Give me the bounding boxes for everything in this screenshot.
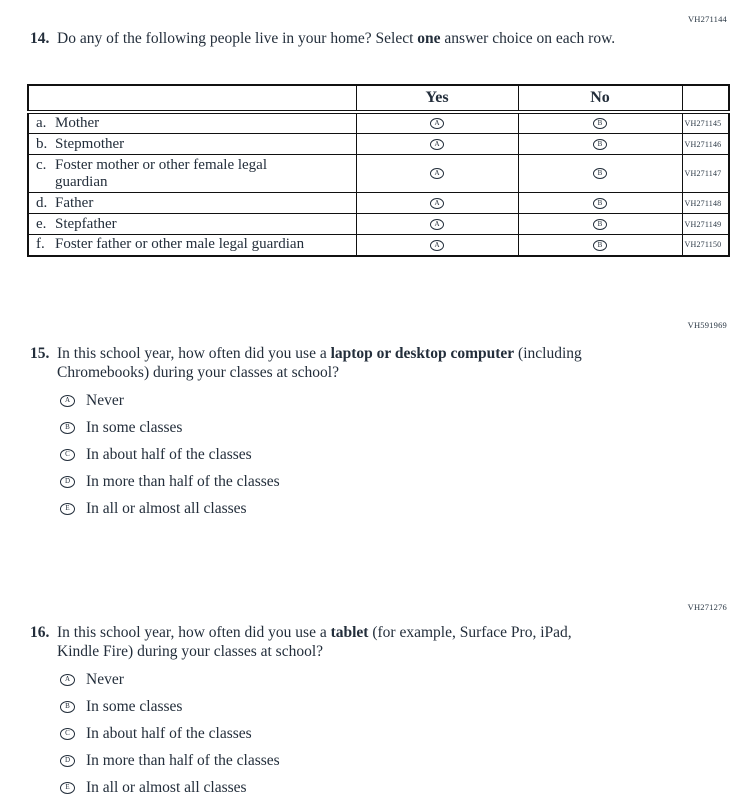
q16-option-half-classes[interactable]	[60, 726, 280, 741]
vh-code-q16: VH271276	[687, 602, 727, 612]
radio-bubble-icon[interactable]: A	[430, 240, 444, 251]
radio-bubble-icon[interactable]: B	[60, 422, 75, 434]
q16-text-after: (for example, Surface Pro, iPad, Kindle Fire) during your classes at school?	[57, 624, 572, 660]
option-label: In more than half of the classes	[86, 472, 280, 490]
q15-option-more-than-half[interactable]	[60, 474, 280, 489]
no-choice-foster-mother[interactable]	[518, 155, 682, 193]
row-label: Foster father or other male legal guardian	[55, 236, 305, 253]
question-15-text	[57, 344, 640, 382]
question-14-number: 14.	[30, 30, 50, 47]
question-15-number: 15.	[30, 345, 50, 362]
row-letter: f.	[36, 236, 45, 253]
q16-text-before: In this school year, how often did you use a	[57, 624, 331, 641]
question-16	[30, 623, 617, 661]
radio-bubble-icon[interactable]: B	[593, 168, 607, 179]
q16-option-some-classes[interactable]	[60, 699, 280, 714]
radio-bubble-icon[interactable]: B	[593, 139, 607, 150]
row-letter: e.	[36, 215, 47, 232]
row-label: Mother	[55, 115, 100, 131]
yes-choice-father[interactable]	[356, 193, 518, 214]
yes-choice-foster-father[interactable]	[356, 235, 518, 256]
vh-code-row: VH271147	[682, 155, 729, 193]
radio-bubble-icon[interactable]: B	[593, 219, 607, 230]
option-label: In all or almost all classes	[86, 499, 247, 517]
radio-bubble-icon[interactable]: A	[430, 139, 444, 150]
q15-option-some-classes[interactable]	[60, 420, 280, 435]
vh-code-row: VH271146	[682, 134, 729, 155]
q15-text-after: (including Chromebooks) during your classes at school?	[57, 345, 582, 381]
no-choice-father[interactable]	[518, 193, 682, 214]
table-header-row	[28, 85, 729, 112]
table-row-stepfather	[28, 214, 729, 235]
yes-choice-foster-mother[interactable]	[356, 155, 518, 193]
row-label: Foster mother or other female legal guardian	[55, 156, 268, 190]
radio-bubble-icon[interactable]: A	[60, 395, 75, 407]
radio-bubble-icon[interactable]: A	[430, 219, 444, 230]
radio-bubble-icon[interactable]: A	[430, 198, 444, 209]
row-label: Stepfather	[55, 215, 117, 232]
question-16-text	[57, 623, 617, 661]
vh-code-row: VH271149	[682, 214, 729, 235]
question-15	[30, 344, 640, 382]
option-label: Never	[86, 670, 124, 688]
radio-bubble-icon[interactable]: B	[593, 240, 607, 251]
vh-code-q14: VH271144	[687, 14, 727, 24]
yes-choice-stepmother[interactable]	[356, 134, 518, 155]
radio-bubble-icon[interactable]: C	[60, 449, 75, 461]
radio-bubble-icon[interactable]: D	[60, 476, 75, 488]
table-row-foster-mother	[28, 155, 729, 193]
table-row-mother	[28, 112, 729, 134]
table-row-foster-father	[28, 235, 729, 256]
q15-bold-term: laptop or desktop computer	[330, 345, 515, 362]
q15-option-half-classes[interactable]	[60, 447, 280, 462]
q15-option-never[interactable]	[60, 393, 280, 408]
no-choice-mother[interactable]	[518, 112, 682, 134]
vh-code-row: VH271145	[682, 112, 729, 134]
yes-choice-stepfather[interactable]	[356, 214, 518, 235]
question-16-number: 16.	[30, 624, 50, 641]
table-header-no: No	[518, 85, 682, 112]
table-header-empty	[28, 85, 356, 112]
option-label: In more than half of the classes	[86, 751, 280, 769]
q14-bold-term: one	[417, 30, 441, 47]
q14-text-before: Do any of the following people live in your home? Select	[57, 30, 418, 47]
table-row-father	[28, 193, 729, 214]
q16-option-more-than-half[interactable]	[60, 753, 280, 768]
q14-text-after: answer choice on each row.	[440, 30, 616, 47]
no-choice-stepmother[interactable]	[518, 134, 682, 155]
no-choice-foster-father[interactable]	[518, 235, 682, 256]
radio-bubble-icon[interactable]: E	[60, 503, 75, 515]
q16-options	[60, 672, 280, 805]
question-14	[30, 29, 642, 48]
option-label: Never	[86, 391, 124, 409]
q14-answer-table	[27, 84, 730, 257]
q16-option-all-classes[interactable]	[60, 780, 280, 795]
q15-options	[60, 393, 280, 528]
option-label: In some classes	[86, 418, 183, 436]
yes-choice-mother[interactable]	[356, 112, 518, 134]
option-label: In some classes	[86, 697, 183, 715]
row-letter: d.	[36, 194, 48, 211]
table-header-yes: Yes	[356, 85, 518, 112]
q16-option-never[interactable]	[60, 672, 280, 687]
vh-code-row: VH271148	[682, 193, 729, 214]
table-row-stepmother	[28, 134, 729, 155]
radio-bubble-icon[interactable]: E	[60, 782, 75, 794]
no-choice-stepfather[interactable]	[518, 214, 682, 235]
radio-bubble-icon[interactable]: A	[60, 674, 75, 686]
radio-bubble-icon[interactable]: C	[60, 728, 75, 740]
question-14-text	[57, 29, 642, 48]
row-label: Stepmother	[55, 135, 125, 152]
q16-bold-term: tablet	[330, 624, 369, 641]
vh-code-row: VH271150	[682, 235, 729, 256]
q15-text-before: In this school year, how often did you use a	[57, 345, 331, 362]
radio-bubble-icon[interactable]: B	[593, 198, 607, 209]
row-letter: a.	[36, 115, 47, 131]
radio-bubble-icon[interactable]: A	[430, 168, 444, 179]
radio-bubble-icon[interactable]: D	[60, 755, 75, 767]
option-label: In about half of the classes	[86, 445, 252, 463]
option-label: In all or almost all classes	[86, 778, 247, 796]
vh-code-q15: VH591969	[687, 320, 727, 330]
option-label: In about half of the classes	[86, 724, 252, 742]
row-letter: b.	[36, 135, 48, 152]
table-header-code-empty	[682, 85, 729, 112]
row-letter: c.	[36, 156, 47, 173]
radio-bubble-icon[interactable]: B	[60, 701, 75, 713]
radio-bubble-icon[interactable]: A	[430, 118, 444, 129]
radio-bubble-icon[interactable]: B	[593, 118, 607, 129]
row-label: Father	[55, 194, 94, 211]
q15-option-all-classes[interactable]	[60, 501, 280, 516]
